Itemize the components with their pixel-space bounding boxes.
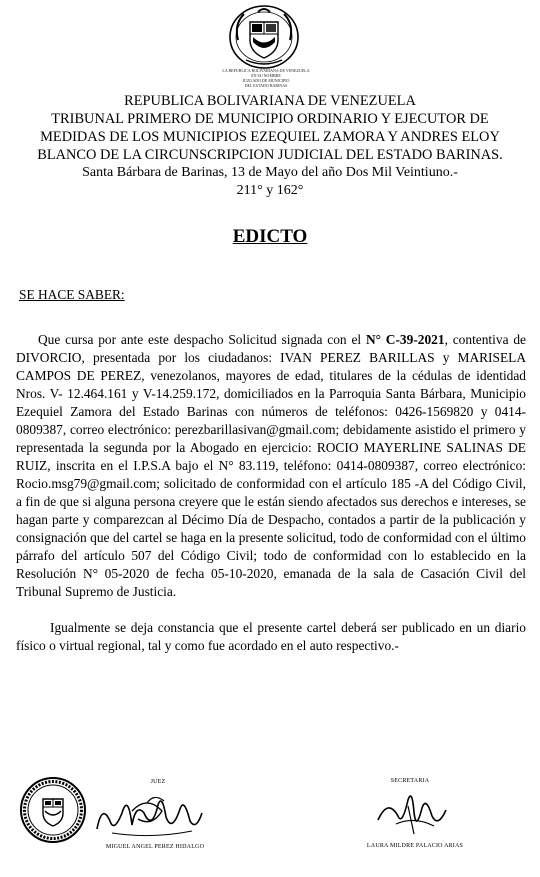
court-header [0, 92, 540, 200]
body-paragraph-2: Igualmente se deja constancia que el presente cartel deberá ser publicado en un diario físico o virtual regional, tal y como fue acordado en el auto respectivo.- [16, 620, 526, 653]
seal-caption [218, 68, 314, 88]
seal-caption-line: JUZGADO DE MUNICIPIO [242, 78, 290, 83]
judge-signature-scribble [92, 783, 222, 843]
document-title-text: EDICTO [232, 226, 308, 247]
header-date: Santa Bárbara de Barinas, 13 de Mayo del año Dos Mil Veintiuno.- [82, 165, 458, 180]
se-hace-saber: SE HACE SABER: [19, 287, 125, 302]
p1-text-a: Que cursa por ante este despacho Solicitud signada con el [38, 332, 366, 347]
judge-title: JUEZ [150, 779, 166, 785]
p1-text-b: , contentiva de DIVORCIO, presentada por los ciudadanos: IVAN PEREZ BARILLAS y MARISELA CAMPOS DE PEREZ, venezolanos, mayores de edad, titulares de la cédulas de identidad Nros. V- 12.464.161 y V-14.259.172, domiciliados en la Parroquia Santa Bárbara, Municipio Ezequiel Zamora del Estado Barinas con números de teléfonos: 0426-1569820 y 0414-0809387, correo electrónico: perezbarillasivan@gmail.com; debidamente asistido el primero y representada la segunda por la Abogado en ejercicio: ROCIO MAYERLINE SALINAS DE RUIZ, inscrita en el I.P.S.A bajo el N° 83.119, teléfono: 0414-0809387, correo electrónico: Rocio.msg79@gmail.com; solicitado de conformidad con el artículo 185 -A del Código Civil, a fin de que si alguna persona creyere que le están siendo afectados sus derechos e intereses, se hagan parte y comparezcan al Décimo Día de Despacho, contados a partir de la publicación y consignación que del cartel se haga en la presente solicitud, todo de conformidad con el último párrafo del artículo 507 del Código Civil; todo de conformidad con lo establecido en la Resolución N° 05-2020 de fecha 05-10-2020, emanada de la sala de Casación Civil del Tribunal Supremo de Justicia. [16, 332, 526, 599]
header-line: BLANCO DE LA CIRCUNSCRIPCION JUDICIAL DEL ESTADO BARINAS. [37, 147, 503, 163]
seal-caption-line: EN SU NOMBRE [251, 73, 281, 78]
header-line: REPUBLICA BOLIVARIANA DE VENEZUELA [124, 93, 416, 109]
secretary-title: SECRETARIA [390, 778, 430, 784]
header-line: MEDIDAS DE LOS MUNICIPIOS EZEQUIEL ZAMORA Y ANDRES ELOY [40, 129, 500, 145]
header-years: 211° y 162° [236, 183, 304, 198]
secretary-signature-scribble [368, 786, 458, 842]
coat-of-arms-seal [228, 4, 300, 70]
court-stamp-seal [18, 775, 88, 845]
case-number: N° C-39-2021 [365, 332, 445, 347]
document-body [16, 331, 526, 655]
secretary-name: LAURA MILDRE PALACIO ARIAS [366, 843, 464, 849]
document-title [0, 226, 540, 248]
header-line: TRIBUNAL PRIMERO DE MUNICIPIO ORDINARIO Y EJECUTOR DE [51, 111, 489, 127]
judge-name: MIGUEL ANGEL PEREZ HIDALGO [105, 844, 205, 850]
body-paragraph-1 [16, 331, 526, 601]
seal-caption-line: DEL ESTADO BARINAS [244, 83, 288, 88]
seal-caption-line: LA REPUBLICA BOLIVARIANA DE VENEZUELA [222, 68, 310, 73]
